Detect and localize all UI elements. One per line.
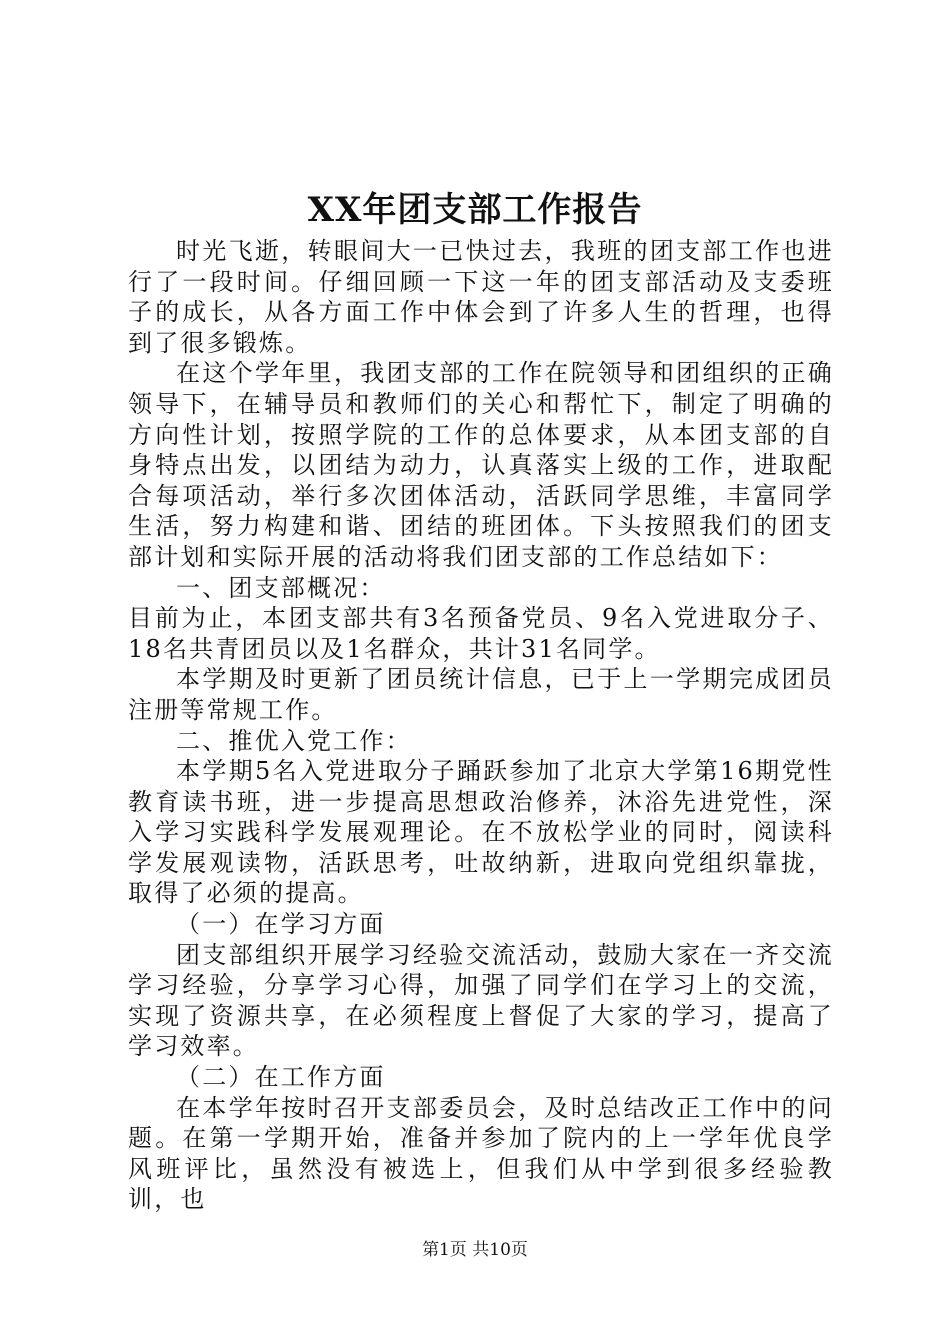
section-heading-party-recommendation: 二、推优入党工作： <box>176 726 412 755</box>
document-title: XX年团支部工作报告 <box>307 190 643 230</box>
paragraph-overview: 在这个学年里，我团支部的工作在院领导和团组织的正确领导下，在辅导员和教师们的关心和帮忙下，制定了明确的方向性计划，按照学院的工作的总体要求，从本团支部的自身特点出发，以团结为动力，认真落实上级的工作，进取配合每项活动，举行多次团体活动，活跃同学思维，丰富同学生活，努力构建和谐、团结的班团体。下头按照我们的团支部计划和实际开展的活动将我们团支部的工作总结如下： <box>128 359 834 571</box>
paragraph-registration: 本学期及时更新了团员统计信息，已于上一学期完成团员注册等常规工作。 <box>128 665 834 724</box>
paragraph-member-count: 目前为止，本团支部共有3名预备党员、9名入党进取分子、18名共青团员以及1名群众，共计31名同学。 <box>128 604 834 663</box>
subheading-study: （一）在学习方面 <box>176 910 386 939</box>
section-heading-branch-overview: 一、团支部概况： <box>176 573 386 602</box>
paragraph-intro: 时光飞逝，转眼间大一已快过去，我班的团支部工作也进行了一段时间。仔细回顾一下这一年的团支部活动及支委班子的成长，从各方面工作中体会到了许多人生的哲理，也得到了很多锻炼。 <box>128 237 834 357</box>
subheading-work: （二）在工作方面 <box>176 1063 386 1092</box>
paragraph-work: 在本学年按时召开支部委员会，及时总结改正工作中的问题。在第一学期开始，准备并参加了院内的上一学年优良学风班评比，虽然没有被选上，但我们从中学到很多经验教训，也 <box>128 1093 834 1214</box>
paragraph-party-training: 本学期5名入党进取分子踊跃参加了北京大学第16期党性教育读书班，进一步提高思想政治修养，沐浴先进党性，深入学习实践科学发展观理论。在不放松学业的同时，阅读科学发展观读物，活跃思考，吐故纳新，进取向党组织靠拢，取得了必须的提高。 <box>128 757 834 908</box>
page-number-footer: 第1页 共10页 <box>422 1240 528 1260</box>
paragraph-study: 团支部组织开展学习经验交流活动，鼓励大家在一齐交流学习经验，分享学习心得，加强了同学们在学习上的交流，实现了资源共享，在必须程度上督促了大家的学习，提高了学习效率。 <box>128 940 834 1061</box>
document-body <box>128 236 834 1215</box>
